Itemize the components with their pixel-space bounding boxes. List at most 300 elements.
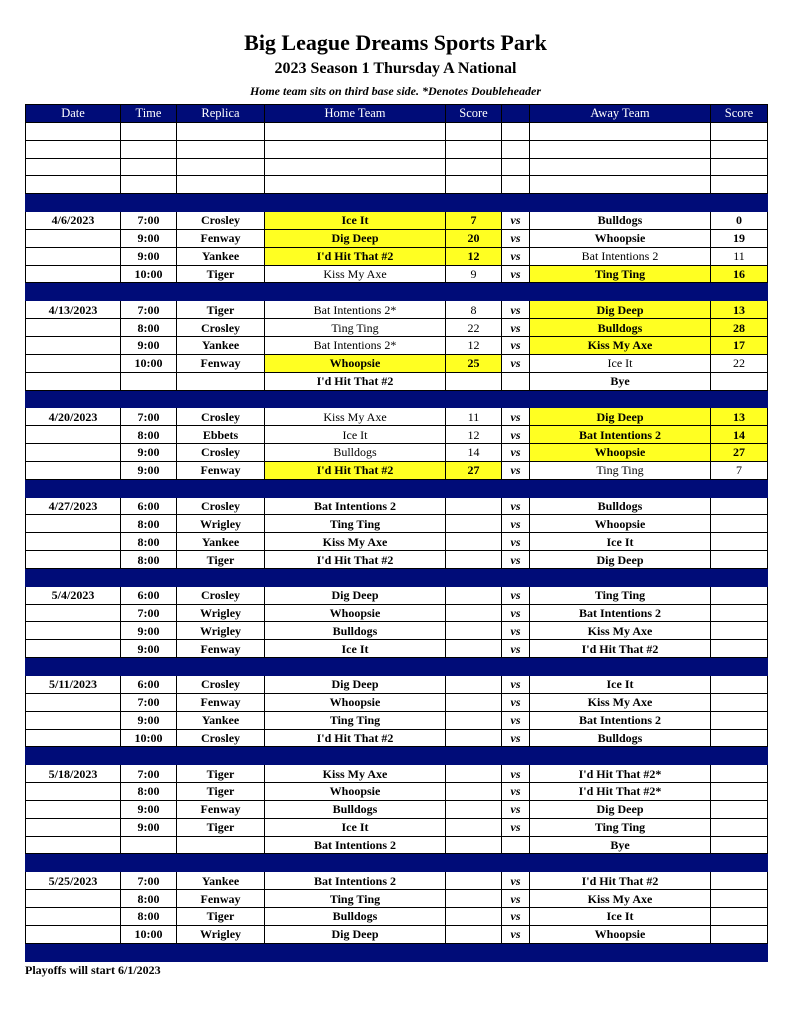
time-cell: 7:00	[121, 765, 177, 783]
home-score-cell: 9	[446, 265, 502, 283]
away-score-cell	[711, 676, 768, 694]
blank-cell	[26, 140, 121, 158]
blank-cell	[711, 176, 768, 194]
home-team-cell: Bulldogs	[265, 622, 446, 640]
home-team-cell: Bat Intentions 2	[265, 872, 446, 890]
away-score-cell	[711, 836, 768, 854]
blank-cell	[177, 158, 265, 176]
date-cell	[26, 229, 121, 247]
game-row	[26, 515, 768, 533]
game-row	[26, 800, 768, 818]
page-subtitle: 2023 Season 1 Thursday A National	[274, 60, 517, 77]
separator-row	[26, 194, 768, 212]
home-score-cell	[446, 800, 502, 818]
blank-row	[26, 122, 768, 140]
separator-cell	[265, 283, 446, 301]
separator-cell	[711, 854, 768, 872]
separator-cell	[502, 194, 530, 212]
time-cell: 10:00	[121, 925, 177, 943]
replica-cell: Fenway	[177, 461, 265, 479]
home-team-cell: I'd Hit That #2	[265, 551, 446, 569]
home-score-cell	[446, 783, 502, 801]
separator-cell	[530, 658, 711, 676]
separator-cell	[446, 747, 502, 765]
separator-cell	[177, 390, 265, 408]
schedule-table	[25, 104, 768, 962]
home-score-cell: 11	[446, 408, 502, 426]
away-team-cell: Bye	[530, 372, 711, 390]
separator-cell	[530, 479, 711, 497]
blank-cell	[502, 122, 530, 140]
vs-cell: vs	[502, 533, 530, 551]
blank-cell	[711, 158, 768, 176]
away-score-cell	[711, 497, 768, 515]
date-cell	[26, 444, 121, 462]
vs-cell: vs	[502, 265, 530, 283]
schedule-body	[26, 122, 768, 961]
blank-cell	[265, 158, 446, 176]
vs-cell: vs	[502, 729, 530, 747]
game-row	[26, 693, 768, 711]
vs-cell: vs	[502, 676, 530, 694]
vs-cell: vs	[502, 408, 530, 426]
home-score-cell	[446, 711, 502, 729]
date-cell	[26, 836, 121, 854]
time-cell: 9:00	[121, 800, 177, 818]
replica-cell: Ebbets	[177, 426, 265, 444]
time-cell: 6:00	[121, 497, 177, 515]
game-row	[26, 925, 768, 943]
separator-cell	[177, 568, 265, 586]
away-team-cell: Dig Deep	[530, 800, 711, 818]
separator-cell	[177, 747, 265, 765]
home-team-cell: Bulldogs	[265, 800, 446, 818]
time-cell: 9:00	[121, 461, 177, 479]
home-score-cell	[446, 818, 502, 836]
separator-cell	[265, 479, 446, 497]
away-score-cell: 14	[711, 426, 768, 444]
away-team-cell: Ice It	[530, 676, 711, 694]
away-score-cell	[711, 800, 768, 818]
game-row	[26, 783, 768, 801]
away-team-cell: Ice It	[530, 354, 711, 372]
separator-cell	[502, 479, 530, 497]
date-cell	[26, 461, 121, 479]
separator-cell	[530, 194, 711, 212]
away-team-cell: Ting Ting	[530, 818, 711, 836]
game-row	[26, 765, 768, 783]
page-title: Big League Dreams Sports Park	[244, 30, 547, 55]
game-row	[26, 212, 768, 230]
away-team-cell: Kiss My Axe	[530, 622, 711, 640]
time-cell: 9:00	[121, 444, 177, 462]
replica-cell: Wrigley	[177, 622, 265, 640]
replica-cell: Tiger	[177, 818, 265, 836]
date-cell	[26, 319, 121, 337]
home-team-cell: I'd Hit That #2	[265, 461, 446, 479]
vs-cell: vs	[502, 711, 530, 729]
time-cell: 8:00	[121, 907, 177, 925]
away-score-cell	[711, 622, 768, 640]
blank-cell	[502, 158, 530, 176]
time-cell: 6:00	[121, 676, 177, 694]
away-team-cell: I'd Hit That #2	[530, 872, 711, 890]
separator-cell	[502, 283, 530, 301]
home-team-cell: Ice It	[265, 640, 446, 658]
separator-cell	[121, 194, 177, 212]
separator-cell	[177, 194, 265, 212]
blank-cell	[530, 140, 711, 158]
away-score-cell	[711, 729, 768, 747]
time-cell: 9:00	[121, 818, 177, 836]
separator-cell	[265, 568, 446, 586]
home-score-cell	[446, 533, 502, 551]
date-cell	[26, 551, 121, 569]
vs-cell: vs	[502, 461, 530, 479]
blank-cell	[265, 122, 446, 140]
separator-cell	[26, 943, 121, 961]
separator-cell	[121, 854, 177, 872]
vs-cell: vs	[502, 693, 530, 711]
game-row	[26, 497, 768, 515]
away-score-cell	[711, 586, 768, 604]
separator-cell	[265, 194, 446, 212]
separator-cell	[26, 854, 121, 872]
blank-cell	[530, 176, 711, 194]
away-score-cell: 27	[711, 444, 768, 462]
game-row	[26, 622, 768, 640]
away-score-cell	[711, 818, 768, 836]
date-cell	[26, 907, 121, 925]
date-cell	[26, 640, 121, 658]
away-score-cell	[711, 640, 768, 658]
separator-cell	[711, 568, 768, 586]
separator-cell	[502, 658, 530, 676]
date-cell	[26, 354, 121, 372]
replica-cell: Tiger	[177, 765, 265, 783]
separator-row	[26, 747, 768, 765]
home-score-cell	[446, 872, 502, 890]
separator-cell	[265, 854, 446, 872]
blank-cell	[530, 158, 711, 176]
vs-cell: vs	[502, 640, 530, 658]
separator-cell	[530, 390, 711, 408]
replica-cell: Crosley	[177, 444, 265, 462]
away-team-cell: Kiss My Axe	[530, 693, 711, 711]
column-header: Score	[711, 105, 768, 123]
vs-cell: vs	[502, 818, 530, 836]
vs-cell: vs	[502, 354, 530, 372]
separator-cell	[711, 194, 768, 212]
home-team-cell: Bulldogs	[265, 444, 446, 462]
blank-cell	[121, 176, 177, 194]
away-team-cell: Ting Ting	[530, 265, 711, 283]
time-cell: 9:00	[121, 622, 177, 640]
away-score-cell: 22	[711, 354, 768, 372]
vs-cell: vs	[502, 515, 530, 533]
replica-cell: Yankee	[177, 872, 265, 890]
away-score-cell	[711, 765, 768, 783]
away-team-cell: Kiss My Axe	[530, 336, 711, 354]
date-cell	[26, 265, 121, 283]
time-cell: 9:00	[121, 640, 177, 658]
away-score-cell: 13	[711, 301, 768, 319]
away-team-cell: Bulldogs	[530, 729, 711, 747]
vs-cell: vs	[502, 800, 530, 818]
replica-cell: Yankee	[177, 711, 265, 729]
game-row	[26, 640, 768, 658]
separator-cell	[530, 854, 711, 872]
home-score-cell	[446, 604, 502, 622]
separator-cell	[711, 943, 768, 961]
home-team-cell: Bulldogs	[265, 907, 446, 925]
home-score-cell: 22	[446, 319, 502, 337]
date-cell: 4/6/2023	[26, 212, 121, 230]
home-team-cell: Whoopsie	[265, 354, 446, 372]
home-score-cell	[446, 890, 502, 908]
vs-cell: vs	[502, 212, 530, 230]
separator-cell	[177, 854, 265, 872]
time-cell: 9:00	[121, 711, 177, 729]
replica-cell: Yankee	[177, 247, 265, 265]
separator-cell	[446, 568, 502, 586]
home-team-cell: Kiss My Axe	[265, 765, 446, 783]
separator-cell	[26, 390, 121, 408]
away-score-cell	[711, 604, 768, 622]
separator-row	[26, 854, 768, 872]
away-team-cell: Ting Ting	[530, 586, 711, 604]
home-score-cell: 12	[446, 426, 502, 444]
away-score-cell	[711, 783, 768, 801]
vs-cell: vs	[502, 872, 530, 890]
blank-cell	[711, 122, 768, 140]
replica-cell: Yankee	[177, 533, 265, 551]
blank-cell	[711, 140, 768, 158]
time-cell: 8:00	[121, 515, 177, 533]
home-team-cell: Ting Ting	[265, 319, 446, 337]
home-score-cell: 20	[446, 229, 502, 247]
away-score-cell: 28	[711, 319, 768, 337]
vs-cell: vs	[502, 444, 530, 462]
replica-cell: Crosley	[177, 408, 265, 426]
away-team-cell: Whoopsie	[530, 444, 711, 462]
time-cell: 8:00	[121, 551, 177, 569]
vs-cell: vs	[502, 301, 530, 319]
date-cell	[26, 800, 121, 818]
vs-cell: vs	[502, 890, 530, 908]
home-team-cell: Bat Intentions 2*	[265, 301, 446, 319]
replica-cell: Crosley	[177, 212, 265, 230]
replica-cell: Yankee	[177, 336, 265, 354]
table-header-row	[26, 105, 768, 123]
separator-cell	[121, 943, 177, 961]
home-score-cell	[446, 925, 502, 943]
separator-cell	[177, 479, 265, 497]
home-team-cell: Ting Ting	[265, 890, 446, 908]
away-score-cell	[711, 925, 768, 943]
replica-cell: Tiger	[177, 783, 265, 801]
time-cell: 8:00	[121, 890, 177, 908]
blank-cell	[265, 176, 446, 194]
home-score-cell: 12	[446, 247, 502, 265]
date-cell	[26, 890, 121, 908]
separator-cell	[711, 479, 768, 497]
separator-cell	[26, 747, 121, 765]
home-team-cell: Ice It	[265, 212, 446, 230]
date-cell: 5/18/2023	[26, 765, 121, 783]
separator-cell	[502, 747, 530, 765]
separator-cell	[446, 854, 502, 872]
separator-cell	[446, 194, 502, 212]
game-row	[26, 872, 768, 890]
vs-cell: vs	[502, 765, 530, 783]
away-team-cell: Dig Deep	[530, 551, 711, 569]
blank-cell	[26, 122, 121, 140]
date-cell: 5/25/2023	[26, 872, 121, 890]
home-team-cell: I'd Hit That #2	[265, 729, 446, 747]
vs-cell: vs	[502, 907, 530, 925]
vs-cell	[502, 836, 530, 854]
home-team-cell: Kiss My Axe	[265, 265, 446, 283]
away-score-cell	[711, 533, 768, 551]
separator-cell	[26, 479, 121, 497]
vs-cell: vs	[502, 783, 530, 801]
separator-cell	[446, 390, 502, 408]
date-cell: 5/11/2023	[26, 676, 121, 694]
separator-cell	[121, 283, 177, 301]
replica-cell: Tiger	[177, 551, 265, 569]
separator-cell	[711, 658, 768, 676]
home-score-cell: 12	[446, 336, 502, 354]
away-score-cell: 0	[711, 212, 768, 230]
home-score-cell	[446, 765, 502, 783]
date-cell	[26, 818, 121, 836]
home-score-cell	[446, 497, 502, 515]
date-cell	[26, 372, 121, 390]
time-cell: 7:00	[121, 604, 177, 622]
replica-cell: Fenway	[177, 890, 265, 908]
game-row	[26, 533, 768, 551]
separator-cell	[121, 568, 177, 586]
away-team-cell: I'd Hit That #2*	[530, 765, 711, 783]
blank-row	[26, 176, 768, 194]
blank-cell	[502, 176, 530, 194]
time-cell: 8:00	[121, 533, 177, 551]
date-cell	[26, 925, 121, 943]
column-header: Away Team	[530, 105, 711, 123]
replica-cell: Crosley	[177, 729, 265, 747]
game-row	[26, 265, 768, 283]
home-team-cell: I'd Hit That #2	[265, 247, 446, 265]
home-team-cell: Whoopsie	[265, 783, 446, 801]
away-team-cell: Whoopsie	[530, 925, 711, 943]
date-cell	[26, 336, 121, 354]
separator-cell	[26, 658, 121, 676]
away-team-cell: Kiss My Axe	[530, 890, 711, 908]
separator-cell	[446, 943, 502, 961]
separator-cell	[265, 943, 446, 961]
home-score-cell: 25	[446, 354, 502, 372]
away-team-cell: Bulldogs	[530, 319, 711, 337]
page-note: Home team sits on third base side. *Denotes Doubleheader	[250, 84, 541, 98]
blank-row	[26, 158, 768, 176]
game-row	[26, 354, 768, 372]
game-row	[26, 676, 768, 694]
separator-cell	[26, 568, 121, 586]
blank-cell	[121, 122, 177, 140]
separator-cell	[26, 283, 121, 301]
replica-cell: Fenway	[177, 693, 265, 711]
date-cell: 4/27/2023	[26, 497, 121, 515]
time-cell: 8:00	[121, 426, 177, 444]
away-team-cell: Bat Intentions 2	[530, 247, 711, 265]
home-score-cell	[446, 693, 502, 711]
time-cell: 9:00	[121, 247, 177, 265]
home-team-cell: Dig Deep	[265, 676, 446, 694]
vs-cell: vs	[502, 586, 530, 604]
game-row	[26, 836, 768, 854]
home-team-cell: Bat Intentions 2*	[265, 336, 446, 354]
away-team-cell: Bat Intentions 2	[530, 604, 711, 622]
home-score-cell: 27	[446, 461, 502, 479]
column-header	[502, 105, 530, 123]
replica-cell: Tiger	[177, 301, 265, 319]
away-score-cell: 11	[711, 247, 768, 265]
separator-cell	[265, 747, 446, 765]
separator-cell	[121, 479, 177, 497]
away-team-cell: Bat Intentions 2	[530, 711, 711, 729]
away-score-cell: 16	[711, 265, 768, 283]
replica-cell: Fenway	[177, 229, 265, 247]
home-team-cell: Whoopsie	[265, 693, 446, 711]
column-header: Time	[121, 105, 177, 123]
time-cell: 7:00	[121, 301, 177, 319]
home-score-cell	[446, 836, 502, 854]
home-score-cell	[446, 372, 502, 390]
home-score-cell	[446, 551, 502, 569]
time-cell: 8:00	[121, 783, 177, 801]
home-team-cell: Bat Intentions 2	[265, 497, 446, 515]
home-team-cell: Dig Deep	[265, 925, 446, 943]
separator-cell	[26, 194, 121, 212]
game-row	[26, 229, 768, 247]
home-team-cell: Kiss My Axe	[265, 533, 446, 551]
date-cell: 4/13/2023	[26, 301, 121, 319]
home-score-cell: 8	[446, 301, 502, 319]
footer-note: Playoffs will start 6/1/2023	[25, 963, 161, 977]
blank-cell	[446, 158, 502, 176]
home-team-cell: Dig Deep	[265, 586, 446, 604]
blank-cell	[446, 140, 502, 158]
column-header: Home Team	[265, 105, 446, 123]
game-row	[26, 890, 768, 908]
date-cell: 4/20/2023	[26, 408, 121, 426]
home-team-cell: Ting Ting	[265, 711, 446, 729]
time-cell: 8:00	[121, 319, 177, 337]
separator-cell	[446, 283, 502, 301]
home-team-cell: I'd Hit That #2	[265, 372, 446, 390]
date-cell	[26, 693, 121, 711]
game-row	[26, 426, 768, 444]
date-cell	[26, 604, 121, 622]
away-score-cell: 7	[711, 461, 768, 479]
date-cell	[26, 711, 121, 729]
separator-cell	[177, 658, 265, 676]
time-cell: 10:00	[121, 729, 177, 747]
separator-cell	[530, 943, 711, 961]
blank-cell	[265, 140, 446, 158]
column-header: Replica	[177, 105, 265, 123]
